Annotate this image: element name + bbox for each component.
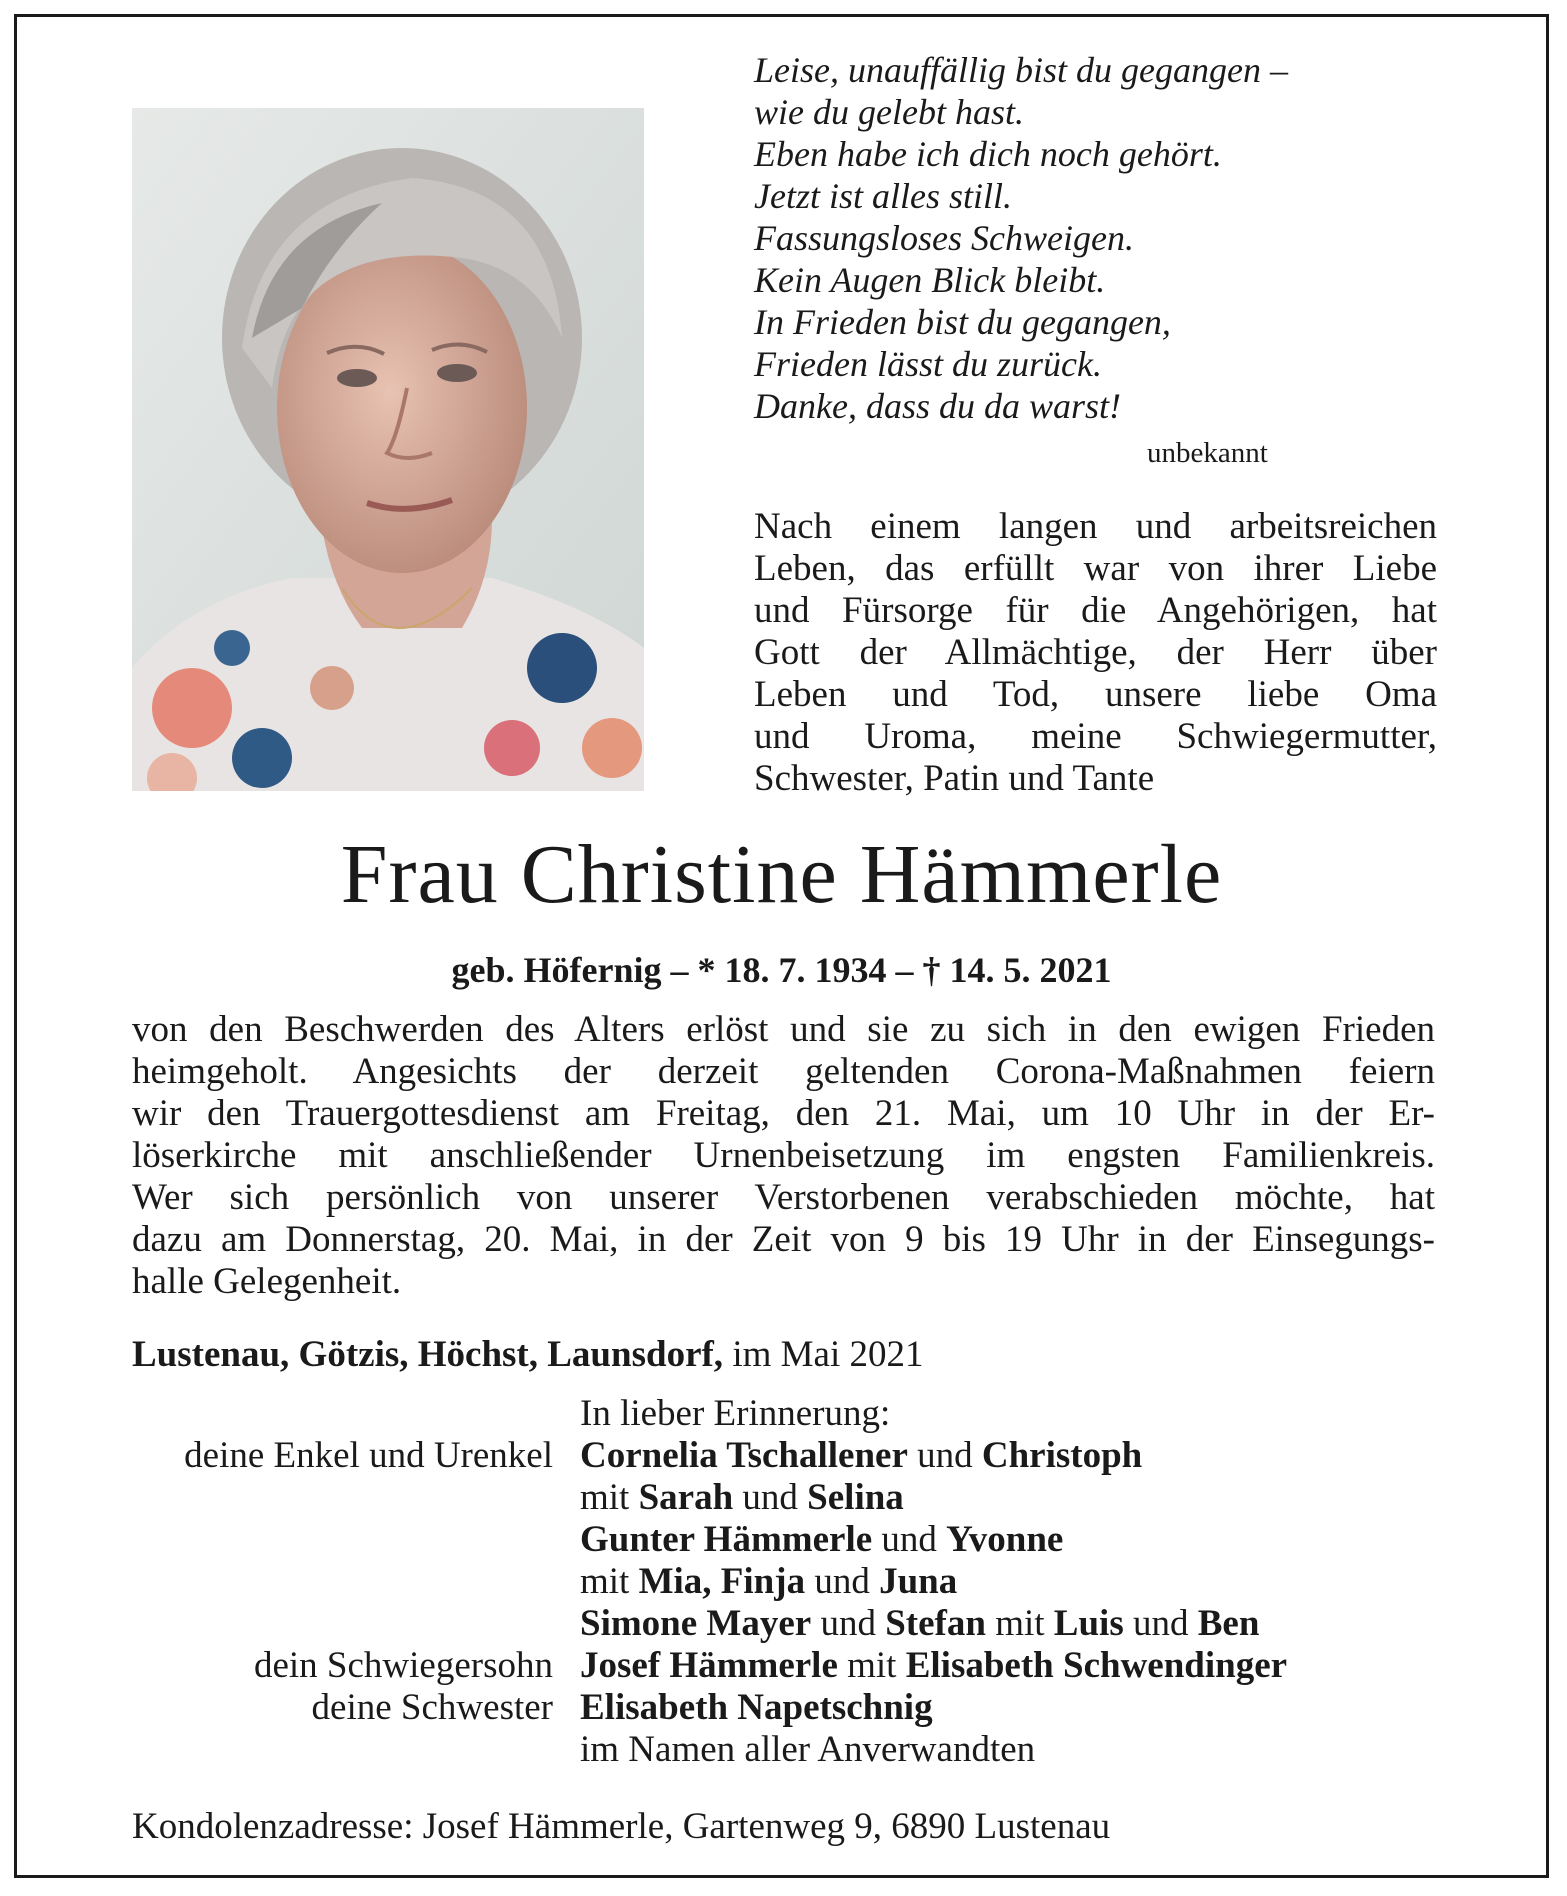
intro-line: Schwester, Patin und Tante [754,758,1155,799]
family-row [17,1561,1546,1603]
family-member-name: Josef Hämmerle [580,1645,838,1686]
family-heading: In lieber Erinnerung: [580,1393,891,1434]
family-list [17,1393,1546,1771]
intro-line: und Fürsorge für die Angehörigen, hat [754,590,1437,631]
body-line: halle Gelegenheit. [132,1261,402,1302]
family-member-name: Elisabeth Napetschnig [580,1687,933,1728]
body-line: Wer sich persönlich von unserer Verstorbenen verabschieden möchte, hat [132,1177,1435,1218]
family-connector: und [872,1519,947,1560]
place-date: im Mai 2021 [723,1334,924,1375]
family-rows [17,1435,1546,1771]
family-member-name: Stefan [885,1603,986,1644]
family-names [580,1603,1259,1645]
family-member-name: Yvonne [946,1519,1064,1560]
family-names [580,1561,957,1603]
intro-line: Nach einem langen und arbeitsreichen [754,506,1437,547]
family-connector: im Namen aller Anverwandten [580,1729,1036,1770]
poem-line: Leise, unauffällig bist du gegangen – [754,50,1288,90]
family-connector: und [1123,1603,1198,1644]
family-row [17,1645,1546,1687]
family-member-name: Elisabeth Schwendinger [905,1645,1288,1686]
poem-line: Jetzt ist alles still. [754,176,1012,216]
poem-line: Danke, dass du da warst! [754,386,1121,426]
place-towns: Lustenau, Götzis, Höchst, Launsdorf, [132,1334,724,1375]
deceased-name: Frau Christine Hämmerle [340,828,1223,921]
family-connector: mit [580,1561,639,1602]
family-row [17,1477,1546,1519]
family-connector: mit [580,1477,639,1518]
family-row [17,1435,1546,1477]
poem-line: Kein Augen Blick bleibt. [754,260,1106,300]
family-names [580,1645,1287,1687]
place-and-date [132,1333,923,1376]
family-member-name: Ben [1197,1603,1260,1644]
deceased-dates: geb. Höfernig – * 18. 7. 1934 – † 14. 5. 2021 [451,950,1112,990]
body-line: löserkirche mit anschließender Urnenbeisetzung im engsten Familienkreis. [132,1135,1435,1176]
family-row [17,1603,1546,1645]
portrait-illustration [132,108,644,791]
body-line: von den Beschwerden des Alters erlöst und sie zu sich in den ewigen Frieden [132,1009,1435,1050]
family-names [580,1519,1063,1561]
poem-line: In Frieden bist du gegangen, [754,302,1171,342]
family-member-name: Selina [807,1477,904,1518]
family-relation-label: deine Schwester [311,1687,553,1728]
family-connector: und [907,1435,982,1476]
body-line: dazu am Donnerstag, 20. Mai, in der Zeit von 9 bis 19 Uhr in der Einsegungs- [132,1219,1435,1260]
family-member-name: Gunter Hämmerle [580,1519,873,1560]
family-member-name: Juna [879,1561,958,1602]
family-member-name: Christoph [981,1435,1143,1476]
intro-line: Leben und Tod, unsere liebe Oma [754,674,1437,715]
poem-line: Eben habe ich dich noch gehört. [754,134,1222,174]
family-member-name: Cornelia Tschallener [580,1435,908,1476]
family-member-name: Mia, Finja [638,1561,806,1602]
family-member-name: Sarah [638,1477,734,1518]
family-connector: und [805,1561,880,1602]
poem-line: Frieden lässt du zurück. [754,344,1102,384]
intro-paragraph [754,506,1437,800]
family-member-name: Simone Mayer [580,1603,812,1644]
body-line: wir den Trauergottesdienst am Freitag, den 21. Mai, um 10 Uhr in der Er- [132,1093,1435,1134]
family-connector: mit [837,1645,906,1686]
family-row [17,1519,1546,1561]
family-row [17,1687,1546,1729]
poem [754,49,1474,427]
condolence-address: Kondolenzadresse: Josef Hämmerle, Gartenweg 9, 6890 Lustenau [132,1806,1111,1847]
family-names [580,1435,1142,1477]
family-names [580,1477,904,1519]
obituary-notice [14,14,1549,1878]
family-member-name: Luis [1053,1603,1124,1644]
family-relation-label: dein Schwiegersohn [253,1645,553,1686]
poem-author: unbekannt [1147,437,1268,469]
intro-line: und Uroma, meine Schwiegermutter, [754,716,1437,757]
family-names [580,1729,1035,1771]
family-names [580,1687,933,1729]
family-connector: und [733,1477,808,1518]
body-paragraph [132,1009,1435,1303]
intro-line: Leben, das erfüllt war von ihrer Liebe [754,548,1437,589]
family-connector: mit [985,1603,1054,1644]
family-row [17,1729,1546,1771]
body-line: heimgeholt. Angesichts der derzeit geltenden Corona-Maßnahmen feiern [132,1051,1435,1092]
poem-line: wie du gelebt hast. [754,92,1024,132]
portrait-photo [132,108,644,791]
intro-line: Gott der Allmächtige, der Herr über [754,632,1437,673]
family-heading-row [17,1393,1546,1435]
family-relation-label: deine Enkel und Urenkel [184,1435,553,1476]
poem-line: Fassungsloses Schweigen. [754,218,1134,258]
family-connector: und [811,1603,886,1644]
